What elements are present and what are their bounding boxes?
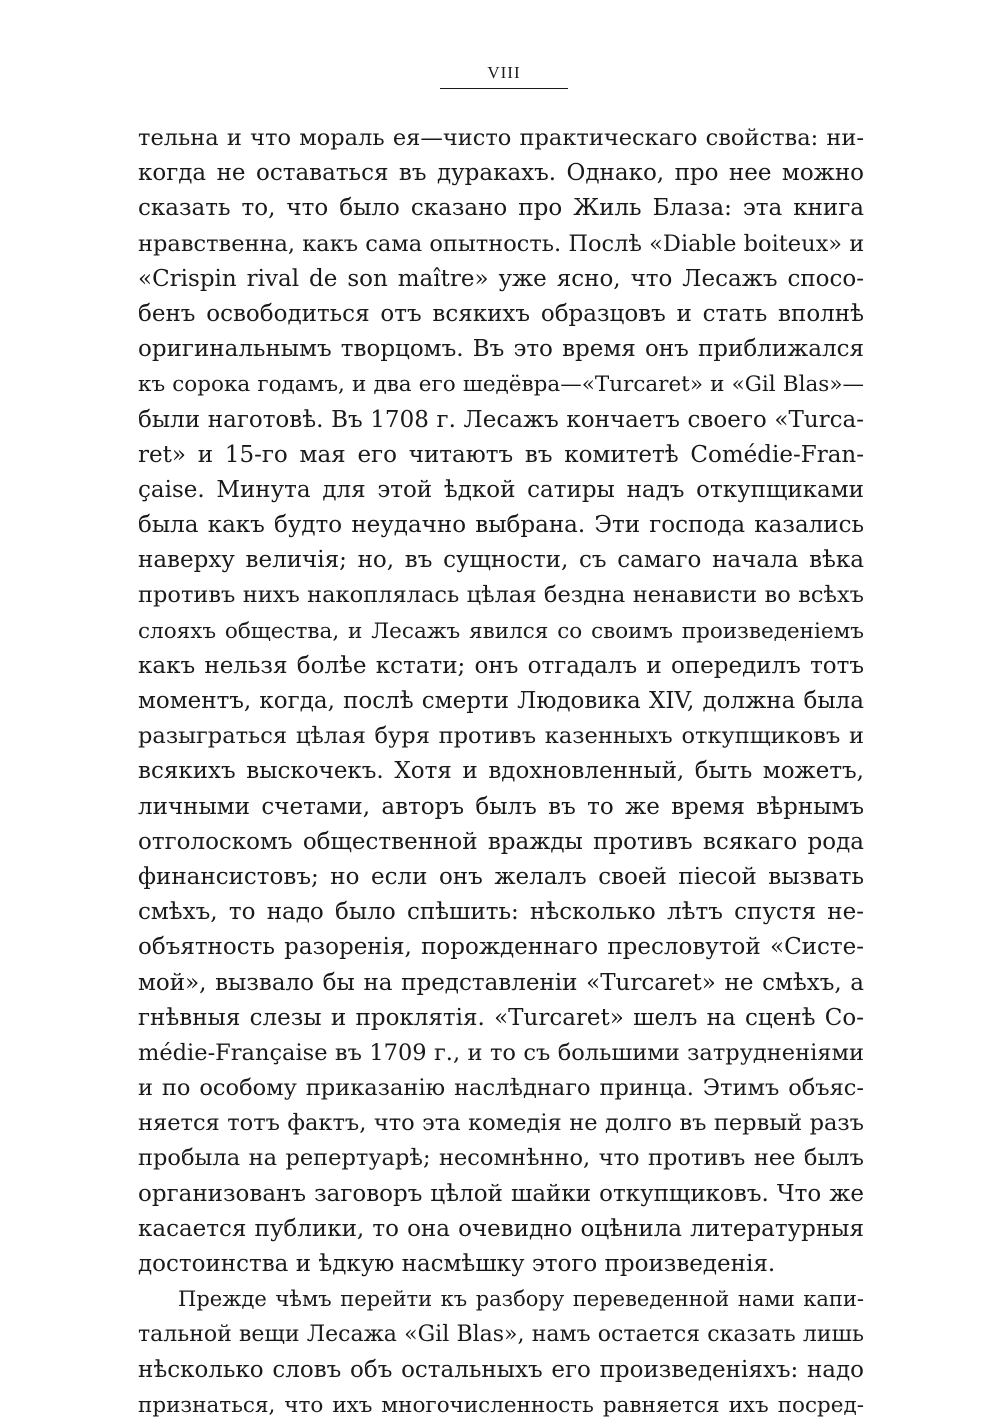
text-line: ret» и 15-го мая его читаютъ въ комитетѣ Comédie-Fran- xyxy=(138,441,864,468)
text-line: организованъ заговоръ цѣлой шайки откупщиковъ. Что же xyxy=(138,1180,864,1207)
text-line: финансистовъ; но если онъ желалъ своей піесой вызвать xyxy=(138,863,864,890)
text-line: тальной вещи Лесажа «Gil Blas», намъ остается сказать лишь xyxy=(138,1322,864,1348)
text-line: бенъ освободиться отъ всякихъ образцовъ и стать вполнѣ xyxy=(138,300,864,327)
page-number: VIII xyxy=(487,63,521,82)
text-line: достоинства и ѣдкую насмѣшку этого произведенія. xyxy=(138,1251,776,1277)
text-line: объятность разоренія, порожденнаго пресловутой «Систе- xyxy=(138,934,864,961)
text-line: всякихъ выскочекъ. Хотя и вдохновленный, быть можетъ, xyxy=(138,758,864,785)
text-line: нравственна, какъ сама опытность. Послѣ «Diable boiteux» и xyxy=(138,230,865,257)
text-line: пробыла на репертуарѣ; несомнѣнно, что противъ нее былъ xyxy=(138,1145,864,1172)
text-line: личными счетами, авторъ былъ въ то же время вѣрнымъ xyxy=(138,793,864,820)
text-line: наверху величія; но, въ сущности, съ самаго начала вѣка xyxy=(138,547,864,574)
text-line: médie-Française въ 1709 г., и то съ большими затрудненіями xyxy=(138,1039,864,1066)
text-line: гнѣвныя слезы и проклятія. «Turcaret» шелъ на сценѣ Co- xyxy=(138,1004,864,1031)
paragraph-1 xyxy=(138,121,864,1282)
text-line: Прежде чѣмъ перейти къ разбору переведенной нами капи- xyxy=(178,1287,864,1312)
body-text xyxy=(138,121,864,1423)
text-line: къ сорока годамъ, и два его шедёвра—«Turcaret» и «Gil Blas»— xyxy=(138,372,864,398)
text-line: смѣхъ, то надо было спѣшить: нѣсколько лѣтъ спустя не- xyxy=(138,899,864,926)
text-line: была какъ будто неудачно выбрана. Эти господа казались xyxy=(138,512,864,539)
header-rule xyxy=(440,88,568,89)
text-line: «Crispin rival de son maître» уже ясно, что Лесажъ спосо- xyxy=(138,265,864,292)
text-line: сказать то, что было сказано про Жиль Блаза: эта книга xyxy=(138,195,864,222)
text-line: были наготовѣ. Въ 1708 г. Лесажъ кончаетъ своего «Turca- xyxy=(138,406,864,433)
text-line: çaise. Минута для этой ѣдкой сатиры надъ откупщиками xyxy=(138,476,864,503)
text-line: когда не оставаться въ дуракахъ. Однако, про нее можно xyxy=(138,160,864,187)
text-line: противъ нихъ накоплялась цѣлая бездна ненависти во всѣхъ xyxy=(138,582,864,609)
text-line: признаться, что ихъ многочисленность равняется ихъ посред- xyxy=(138,1392,864,1418)
text-line: разыграться цѣлая буря противъ казенныхъ откупщиковъ и xyxy=(138,723,864,750)
text-line: и по особому приказанію наслѣднаго принца. Этимъ объяс- xyxy=(138,1075,864,1102)
text-line: моментъ, когда, послѣ смерти Людовика XIV, должна была xyxy=(138,688,864,714)
text-line: няется тотъ фактъ, что эта комедія не долго въ первый разъ xyxy=(138,1110,864,1137)
text-line: какъ нельзя болѣе кстати; онъ отгадалъ и опередилъ тотъ xyxy=(138,652,864,679)
text-line: слояхъ общества, и Лесажъ явился со своимъ произведеніемъ xyxy=(138,618,864,644)
text-line: тельна и что мораль ея—чисто практическаго свойства: ни- xyxy=(138,125,864,151)
text-line: отголоскомъ общественной вражды противъ всякаго рода xyxy=(138,828,864,855)
text-line: оригинальнымъ творцомъ. Въ это время онъ приближался xyxy=(138,336,864,363)
page-header xyxy=(440,62,568,89)
paragraph-2 xyxy=(138,1282,864,1423)
text-line: касается публики, то она очевидно оцѣнила литературныя xyxy=(138,1215,864,1242)
text-line: мой», вызвало бы на представленіи «Turcaret» не смѣхъ, а xyxy=(138,969,864,996)
text-line: нѣсколько словъ объ остальныхъ его произведеніяхъ: надо xyxy=(138,1356,864,1383)
